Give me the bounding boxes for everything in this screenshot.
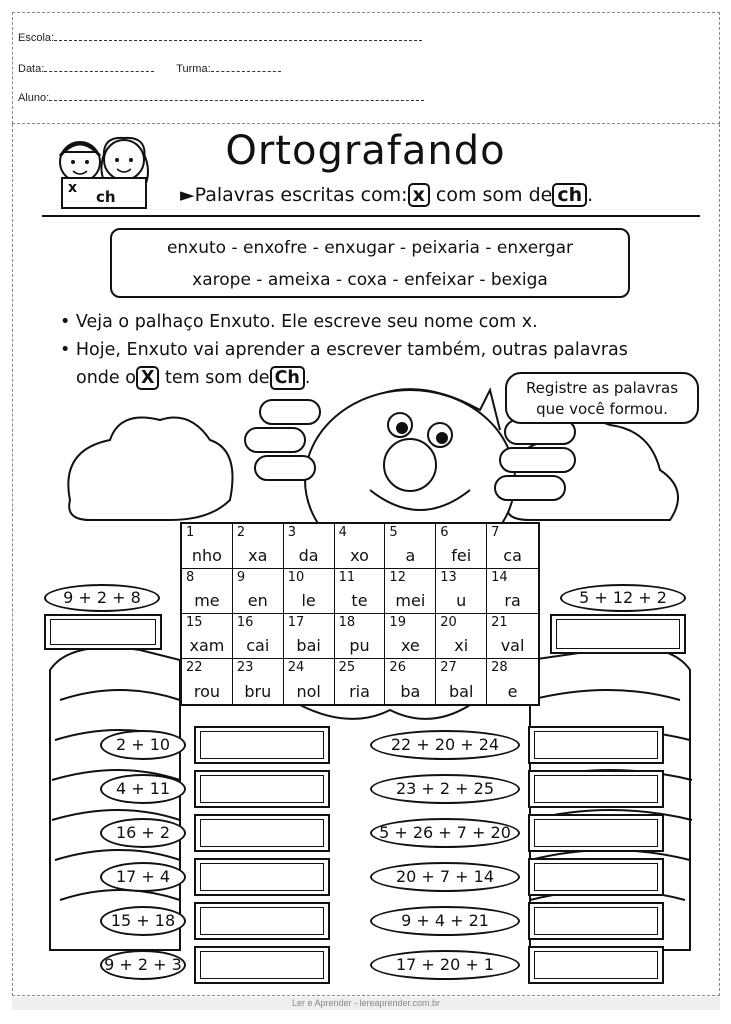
syllable-number: 22 xyxy=(186,660,203,675)
syllable-cell xyxy=(335,569,386,614)
bubble-line-2: que você formou. xyxy=(536,400,668,418)
syllable-text: xa xyxy=(248,546,268,565)
syllable-number: 14 xyxy=(491,570,508,585)
syllable-number: 20 xyxy=(440,615,457,630)
date-field[interactable] xyxy=(44,62,154,72)
syllable-text: me xyxy=(194,591,220,610)
sum-oval-right: 5 + 26 + 7 + 20 xyxy=(370,818,520,848)
answer-box-left[interactable] xyxy=(194,858,330,896)
word-line-1: enxuto - enxofre - enxugar - peixaria - enxergar xyxy=(166,238,574,258)
bullet-2: • Hoje, Enxuto vai aprender a escrever também, outras palavras xyxy=(60,340,628,360)
syllable-cell xyxy=(436,614,487,659)
sum-oval-left: 2 + 10 xyxy=(100,730,186,760)
syllable-number: 19 xyxy=(389,615,406,630)
syllable-text: bai xyxy=(296,636,321,655)
syllable-cell xyxy=(233,614,284,659)
subtitle-suffix: . xyxy=(587,184,594,206)
syllable-number: 6 xyxy=(440,525,449,540)
syllable-cell xyxy=(385,614,436,659)
syllable-number: 8 xyxy=(186,570,195,585)
answer-box-left[interactable] xyxy=(194,770,330,808)
subtitle-middle: com som de xyxy=(435,184,553,206)
syllable-cell xyxy=(182,524,233,569)
answer-box-left[interactable] xyxy=(194,726,330,764)
boxed-ch: ch xyxy=(552,183,587,207)
syllable-cell xyxy=(487,614,538,659)
syllable-text: cai xyxy=(246,636,270,655)
sum-oval-right: 23 + 2 + 25 xyxy=(370,774,520,804)
syllable-number: 12 xyxy=(389,570,406,585)
syllable-number: 7 xyxy=(491,525,500,540)
syllable-text: da xyxy=(298,546,319,565)
syllable-text: bal xyxy=(449,682,474,701)
syllable-text: u xyxy=(456,591,467,610)
student-label: Aluno: xyxy=(18,92,50,104)
sum-oval-left: 15 + 18 xyxy=(100,906,186,936)
syllable-text: te xyxy=(351,591,368,610)
word-line-2: xarope - ameixa - coxa - enfeixar - bexiga xyxy=(192,270,548,290)
logo-ch-label: ch xyxy=(96,188,116,206)
syllable-number: 3 xyxy=(287,525,296,540)
syllable-cell xyxy=(487,659,538,704)
syllable-cell xyxy=(335,524,386,569)
student-row xyxy=(18,91,424,104)
syllable-number: 16 xyxy=(236,615,254,630)
syllable-text: en xyxy=(247,591,268,610)
syllable-number: 24 xyxy=(287,660,305,675)
syllable-text: mei xyxy=(395,591,426,610)
title-divider xyxy=(42,215,700,217)
syllable-number: 13 xyxy=(440,570,457,585)
logo-x-label: x xyxy=(68,180,78,196)
answer-box-right[interactable] xyxy=(528,902,664,940)
class-field[interactable] xyxy=(211,62,281,72)
syllable-number: 28 xyxy=(491,660,508,675)
subtitle-prefix: Palavras escritas com: xyxy=(194,184,408,206)
syllable-cell xyxy=(233,659,284,704)
syllable-cell xyxy=(436,659,487,704)
syllable-text: xo xyxy=(350,546,369,565)
syllable-cell xyxy=(436,569,487,614)
syllable-cell xyxy=(385,524,436,569)
subtitle xyxy=(180,183,593,207)
syllable-cell xyxy=(284,659,335,704)
syllable-text: le xyxy=(301,591,316,610)
answer-box-top-left[interactable] xyxy=(44,614,162,650)
answer-box-left[interactable] xyxy=(194,946,330,984)
syllable-text: ca xyxy=(503,546,522,565)
syllable-number: 10 xyxy=(287,570,305,585)
bubble-line-1: Registre as palavras xyxy=(525,379,679,397)
syllable-number: 4 xyxy=(338,525,347,540)
syllable-cell xyxy=(436,524,487,569)
school-label: Escola: xyxy=(18,32,55,44)
syllable-number: 25 xyxy=(338,660,356,675)
syllable-number: 1 xyxy=(186,525,195,540)
syllable-cell xyxy=(182,659,233,704)
syllable-cell xyxy=(385,659,436,704)
syllable-text: a xyxy=(405,546,416,565)
syllable-text: pu xyxy=(349,636,370,655)
syllable-number: 26 xyxy=(389,660,406,675)
syllable-text: ria xyxy=(349,682,370,701)
syllable-text: xam xyxy=(189,636,225,655)
syllable-number: 15 xyxy=(186,615,203,630)
syllable-cell xyxy=(284,569,335,614)
syllable-cell xyxy=(487,569,538,614)
sum-oval-left: 16 + 2 xyxy=(100,818,186,848)
page-title: Ortografando xyxy=(225,128,506,174)
date-row xyxy=(18,62,281,75)
speech-bubble xyxy=(505,372,699,424)
syllable-cell xyxy=(385,569,436,614)
syllable-text: nho xyxy=(191,546,222,565)
bullet-3-prefix: onde o xyxy=(76,368,136,388)
syllable-cell xyxy=(182,614,233,659)
syllable-cell xyxy=(284,524,335,569)
syllable-cell xyxy=(335,659,386,704)
syllable-text: fei xyxy=(451,546,472,565)
syllable-cell xyxy=(233,524,284,569)
answer-box-right[interactable] xyxy=(528,946,664,984)
syllable-number: 17 xyxy=(287,615,305,630)
answer-box-right[interactable] xyxy=(528,726,664,764)
syllable-cell xyxy=(284,614,335,659)
syllable-number: 21 xyxy=(491,615,508,630)
syllable-text: rou xyxy=(193,682,220,701)
syllable-number: 9 xyxy=(236,570,246,585)
syllable-text: xi xyxy=(454,636,469,655)
footer: Ler e Aprender - lereaprender.com.br xyxy=(12,997,720,1010)
date-label: Data: xyxy=(18,63,45,75)
syllable-number: 23 xyxy=(236,660,254,675)
boxed-x-2: X xyxy=(136,366,160,390)
school-row xyxy=(18,31,422,44)
sum-oval-top-right: 5 + 12 + 2 xyxy=(560,584,686,612)
syllable-cell xyxy=(233,569,284,614)
answer-box-right[interactable] xyxy=(528,814,664,852)
bullet-1: • Veja o palhaço Enxuto. Ele escreve seu nome com x. xyxy=(60,312,538,332)
boxed-ch-2: Ch xyxy=(270,366,305,390)
sum-oval-left: 17 + 4 xyxy=(100,862,186,892)
syllable-cell xyxy=(182,569,233,614)
bullet-2-text: Hoje, Enxuto vai aprender a escrever também, outras palavras xyxy=(75,340,628,360)
word-bank xyxy=(110,228,630,298)
syllable-text: ba xyxy=(400,682,421,701)
bullet-3-mid: tem som de xyxy=(165,368,270,388)
sum-oval-right: 9 + 4 + 21 xyxy=(370,906,520,936)
answer-box-left[interactable] xyxy=(194,814,330,852)
sum-oval-top-left: 9 + 2 + 8 xyxy=(44,584,160,612)
bullet-1-text: Veja o palhaço Enxuto. Ele escreve seu nome com x. xyxy=(75,312,538,332)
syllable-text: ra xyxy=(504,591,521,610)
syllable-table xyxy=(180,522,540,706)
sum-oval-right: 17 + 20 + 1 xyxy=(370,950,520,980)
school-field[interactable] xyxy=(54,31,422,41)
sum-oval-right: 22 + 20 + 24 xyxy=(370,730,520,760)
bullet-3-suffix: . xyxy=(304,368,311,388)
sum-oval-left: 9 + 2 + 3 xyxy=(100,950,186,980)
syllable-number: 18 xyxy=(338,615,356,630)
syllable-cell xyxy=(335,614,386,659)
syllable-text: e xyxy=(507,682,518,701)
syllable-number: 11 xyxy=(338,570,356,585)
syllable-number: 5 xyxy=(389,525,398,540)
syllable-number: 27 xyxy=(440,660,457,675)
student-field[interactable] xyxy=(49,91,424,101)
answer-box-left[interactable] xyxy=(194,902,330,940)
class-label: Turma: xyxy=(176,63,211,75)
answer-box-top-right[interactable] xyxy=(550,614,686,654)
syllable-number: 2 xyxy=(236,525,246,540)
syllable-text: val xyxy=(500,636,525,655)
syllable-text: nol xyxy=(296,682,321,701)
syllable-text: xe xyxy=(400,636,420,655)
arrow-right-icon: ► xyxy=(180,184,195,206)
syllable-text: bru xyxy=(244,682,272,701)
syllable-cell xyxy=(487,524,538,569)
answer-box-right[interactable] xyxy=(528,858,664,896)
sum-oval-right: 20 + 7 + 14 xyxy=(370,862,520,892)
boxed-x: x xyxy=(408,183,430,207)
answer-box-right[interactable] xyxy=(528,770,664,808)
sum-oval-left: 4 + 11 xyxy=(100,774,186,804)
